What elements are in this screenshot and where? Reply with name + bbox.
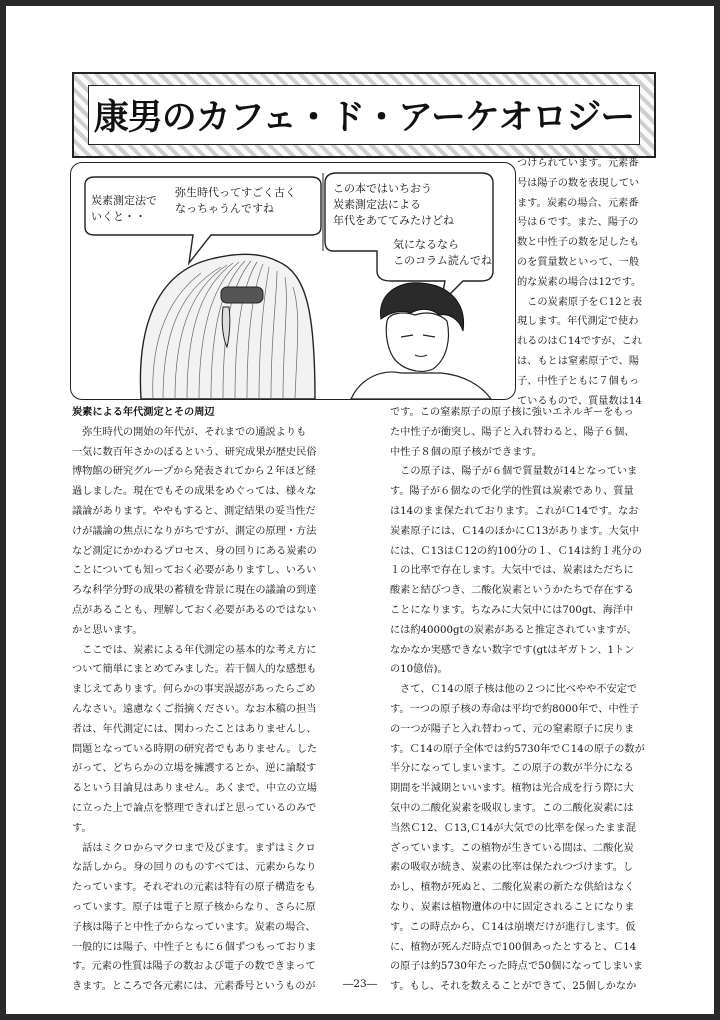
page-title: 康男のカフェ・ド・アーケオロジー <box>93 98 635 138</box>
text-line: ここでは、炭素による年代測定の基本的な考え方に <box>72 644 317 656</box>
text-line: 現します。年代測定で使わ <box>517 316 639 328</box>
text-line: ことについても知っておく必要がありますし、いろい <box>72 565 317 577</box>
text-line: がって、どちらかの立場を擁護するとか、逆に論駁す <box>72 763 317 775</box>
text-line: 子核は陽子と中性子からなっています。炭素の場合、 <box>72 921 316 933</box>
text-line: ろな科学分野の成果の蓄積を背景に現在の議論の到達 <box>72 585 317 597</box>
text-line: 一気に数百年さかのぼるという、研究成果が歴史民俗 <box>72 446 317 458</box>
text-line: なり、炭素は植物遺体の中に固定されることになりま <box>390 901 635 913</box>
text-line: には、Ｃ13はＣ12の約100分の１、Ｃ14は約１兆分の <box>390 545 642 557</box>
text-line: のを質量数といって、一般 <box>517 256 640 268</box>
text-line: は、もとは窒素原子で、陽 <box>517 355 640 367</box>
text-line: れるのはＣ14ですが、これ <box>517 336 643 348</box>
middle-text-column <box>390 403 664 997</box>
bubble-line: この本ではいちおう <box>333 182 432 195</box>
left-text-column <box>72 403 348 997</box>
text-line: かし、植物が死ぬと、二酸化炭素の新たな供給はなく <box>390 882 635 894</box>
right-text-column <box>517 154 667 411</box>
text-line: す。一つの原子核の寿命は平均で約8000年で、中性子 <box>390 703 640 715</box>
text-line: の原子は約5730年たった時点で50個になってしまいま <box>390 961 643 973</box>
text-line: 中性子８個の原子核ができます。 <box>390 446 542 458</box>
text-line: 酸素と結びつき、二酸化炭素というかたちで存在する <box>390 585 634 597</box>
text-line: るという目論見はありません。あくまで、中立の立場 <box>72 783 317 795</box>
text-line: この原子は、陽子が６個で質量数が14となっていま <box>390 466 638 478</box>
bubble-line: 炭素測定法による <box>333 198 421 211</box>
text-line: 博物館の研究グループから発表されてから２年ほど経 <box>72 466 316 478</box>
text-line: た中性子が衝突し、陽子と入れ替わると、陽子６個、 <box>390 426 635 438</box>
text-line: 者は、年代測定には、関わったことはありませんし、 <box>72 723 317 735</box>
text-line: この炭素原子をＣ12と表 <box>517 296 643 308</box>
text-line: 過しました。現在でもその成果をめぐっては、様々な <box>72 486 317 498</box>
bubble-line: 炭素測定法で <box>91 194 157 207</box>
text-line: す。この時点から、Ｃ14は崩壊だけが進行します。仮 <box>390 921 636 933</box>
text-line: す。陽子が６個なので化学的性質は炭素であり、質量 <box>390 486 634 498</box>
text-line: なかなか実感できない数字です(gtはギガトン、1トン <box>390 644 635 656</box>
title-banner <box>72 72 656 158</box>
page <box>6 6 714 1014</box>
text-line: 問題となっている時期の研究者でもありません。した <box>72 743 318 755</box>
hair-clip <box>221 287 263 303</box>
bubble-line: このコラム読んでね <box>393 254 492 267</box>
text-line: 話はミクロからマクロまで及びます。まずはミクロ <box>72 842 316 854</box>
text-line: の10億倍)。 <box>390 664 448 676</box>
text-line: 気中の二酸化炭素を吸収します。この二酸化炭素には <box>390 802 634 814</box>
text-line: 半分になってしまいます。この原子の数が半分になる <box>390 763 634 775</box>
text-line: 素の吸収が続き、炭素の比率は保たれつづけます。し <box>390 862 634 874</box>
text-line: ことになります。ちなみに大気中には700gt、海洋中 <box>390 604 634 616</box>
text-line: す。 <box>72 822 92 834</box>
bubble-text-mid <box>175 185 296 217</box>
text-line: っています。原子は電子と原子核からなり、さらに原 <box>72 901 316 913</box>
text-line: な話しから。身の回りのものすべては、元素からなり <box>72 862 317 874</box>
text-line: さて、Ｃ14の原子核は他の２つに比べやや不安定で <box>390 684 638 696</box>
boy-body <box>351 372 491 399</box>
text-line: まじえてあります。何らかの事実誤認があったらごめ <box>72 684 316 696</box>
text-line: かと思います。 <box>72 624 143 636</box>
text-line: ついて簡単にまとめてみました。若干個人的な感想も <box>72 664 317 676</box>
text-line: 弥生時代の開始の年代が、それまでの通説よりも <box>72 426 307 438</box>
text-line: 点があることも、理解しておく必要があるのではない <box>72 604 317 616</box>
text-line: けが議論の焦点になりがちですが、測定の原理・方法 <box>72 525 317 537</box>
text-line: ているもので、質量数は14 <box>517 395 642 407</box>
text-line: 一般的には陽子、中性子ともに６個ずつもっておりま <box>72 941 317 953</box>
text-line: の一つが陽子と入れ替わって、元の窒素原子に戻りま <box>390 723 635 735</box>
text-line: です。この窒素原子の原子核に強いエネルギーをもっ <box>390 407 634 418</box>
text-line: は14のまま保たれております。これがＣ14です。なお <box>390 505 639 517</box>
text-line: には約40000gtの炭素があると推定されていますが、 <box>390 624 637 636</box>
text-line: 当然Ｃ12、Ｃ13,Ｃ14が大気での比率を保ったまま混 <box>390 822 636 834</box>
text-line: ざっています。この植物が生きている間は、二酸化炭 <box>390 842 634 854</box>
text-line: つけられています。元素番 <box>517 158 639 169</box>
text-line: 炭素原子には、Ｃ14のほかにＣ13があります。大気中 <box>390 525 640 537</box>
text-line: 号は６です。また、陽子の <box>517 217 639 229</box>
bubble-line: 気になるなら <box>393 238 459 251</box>
title-banner-inner <box>88 85 640 145</box>
bubble-line: いくと・・ <box>91 210 146 223</box>
bubble-text-right-top <box>333 181 454 229</box>
bubble-line: なっちゃうんですね <box>175 202 274 215</box>
text-line: たっています。それぞれの元素は特有の原子構造をも <box>72 882 316 894</box>
boy-face <box>386 313 448 371</box>
text-line: ます。炭素の場合、元素番 <box>517 197 639 209</box>
text-line: 期間を半減期といいます。植物は光合成を行う際に大 <box>390 783 634 795</box>
manga-illustration <box>70 162 516 400</box>
bubble-line: 年代をあててみたけどね <box>333 214 454 227</box>
text-line: など測定にかかわるプロセス、身の回りにある炭素の <box>72 545 317 557</box>
text-line: んなさい。遠慮なくご指摘ください。なお本稿の担当 <box>72 703 317 715</box>
text-line: す。元素の性質は陽子の数および電子の数できまって <box>72 961 316 973</box>
text-line: に立った上で論点を整理できればと思っているのみで <box>72 802 317 814</box>
text-line: す。もし、それを数えることができて、25個しかなか <box>390 981 637 993</box>
text-line: １の比率で存在します。大気中では、炭素はただちに <box>390 565 634 577</box>
text-line: 号は陽子の数を表現してい <box>517 177 640 189</box>
section-heading: 炭素による年代測定とその周辺 <box>72 407 215 418</box>
bubble-line: 弥生時代ってすごく古く <box>175 186 296 199</box>
text-line: 議論があります。ややもすると、測定結果の妥当性だ <box>72 505 316 517</box>
text-line: 子、中性子ともに７個もっ <box>517 375 640 387</box>
text-line: きます。ところで各元素には、元素番号というものが <box>72 981 316 993</box>
text-line: す。Ｃ14の原子全体では約5730年でＣ14の原子の数が <box>390 743 645 755</box>
page-number: ―23― <box>342 978 378 990</box>
text-line: 的な炭素の場合は12です。 <box>517 276 642 288</box>
text-line: に、植物が死んだ時点で100個あったとすると、Ｃ14 <box>390 941 637 953</box>
bubble-text-left <box>91 193 157 225</box>
bubble-text-right-bottom <box>393 237 492 269</box>
text-line: 数と中性子の数を足したも <box>517 237 640 249</box>
